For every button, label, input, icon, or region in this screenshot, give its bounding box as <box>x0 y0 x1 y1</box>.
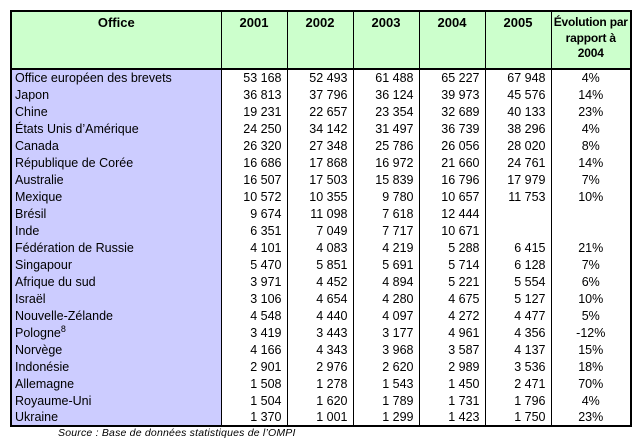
cell-2004: 16 796 <box>419 171 485 188</box>
cell-2001: 3 106 <box>221 290 287 307</box>
cell-2004: 1 450 <box>419 375 485 392</box>
footnote-ref: 8 <box>60 324 66 334</box>
table-row <box>11 222 631 239</box>
office-cell <box>11 256 221 273</box>
office-cell <box>11 341 221 358</box>
cell-2005: 67 948 <box>485 69 551 86</box>
table-row <box>11 307 631 324</box>
cell-2003: 15 839 <box>353 171 419 188</box>
cell-2002: 37 796 <box>287 86 353 103</box>
cell-2003: 9 780 <box>353 188 419 205</box>
cell-2004: 2 989 <box>419 358 485 375</box>
cell-2005: 2 471 <box>485 375 551 392</box>
cell-2002: 22 657 <box>287 103 353 120</box>
column-header-2002: 2002 <box>287 11 353 69</box>
office-cell <box>11 69 221 86</box>
cell-evolution: 4% <box>551 69 631 86</box>
cell-evolution: 14% <box>551 86 631 103</box>
cell-2004: 3 587 <box>419 341 485 358</box>
office-name: Japon <box>15 87 50 102</box>
cell-2002: 34 142 <box>287 120 353 137</box>
table-row <box>11 341 631 358</box>
cell-2001: 3 971 <box>221 273 287 290</box>
cell-evolution: 23% <box>551 409 631 426</box>
office-name: Inde <box>15 223 40 238</box>
cell-2001: 16 686 <box>221 154 287 171</box>
office-name: Singapour <box>15 257 72 272</box>
cell-2003: 25 786 <box>353 137 419 154</box>
cell-2005: 28 020 <box>485 137 551 154</box>
cell-evolution <box>551 205 631 222</box>
table-row <box>11 256 631 273</box>
office-name: Israël <box>15 291 46 306</box>
cell-evolution: 7% <box>551 256 631 273</box>
cell-2002: 17 503 <box>287 171 353 188</box>
cell-2004: 5 288 <box>419 239 485 256</box>
office-cell <box>11 239 221 256</box>
cell-2003: 7 618 <box>353 205 419 222</box>
office-cell <box>11 358 221 375</box>
cell-2004: 10 657 <box>419 188 485 205</box>
cell-2003: 4 219 <box>353 239 419 256</box>
cell-2002: 17 868 <box>287 154 353 171</box>
cell-evolution: 5% <box>551 307 631 324</box>
cell-2005: 38 296 <box>485 120 551 137</box>
cell-2002: 7 049 <box>287 222 353 239</box>
cell-2001: 1 508 <box>221 375 287 392</box>
cell-2005: 17 979 <box>485 171 551 188</box>
office-name: Ukraine <box>15 410 59 424</box>
column-header-office: Office <box>11 11 221 69</box>
cell-2003: 16 972 <box>353 154 419 171</box>
office-cell <box>11 137 221 154</box>
office-cell <box>11 205 221 222</box>
table-row <box>11 205 631 222</box>
cell-2005: 3 536 <box>485 358 551 375</box>
office-name: Nouvelle-Zélande <box>15 308 113 323</box>
cell-2002: 1 278 <box>287 375 353 392</box>
cell-2001: 16 507 <box>221 171 287 188</box>
cell-2001: 9 674 <box>221 205 287 222</box>
table-body <box>11 69 631 426</box>
cell-evolution: 15% <box>551 341 631 358</box>
column-header-2004: 2004 <box>419 11 485 69</box>
cell-2005 <box>485 222 551 239</box>
cell-2001: 24 250 <box>221 120 287 137</box>
cell-2005: 1 750 <box>485 409 551 426</box>
cell-evolution: 10% <box>551 290 631 307</box>
cell-2001: 53 168 <box>221 69 287 86</box>
table-row <box>11 120 631 137</box>
office-name: Indonésie <box>15 359 70 374</box>
cell-2005: 4 477 <box>485 307 551 324</box>
cell-2004: 36 739 <box>419 120 485 137</box>
office-cell <box>11 273 221 290</box>
cell-2004: 4 272 <box>419 307 485 324</box>
cell-evolution <box>551 222 631 239</box>
office-name: Canada <box>15 138 59 153</box>
table-row <box>11 239 631 256</box>
cell-2005: 24 761 <box>485 154 551 171</box>
cell-2001: 4 166 <box>221 341 287 358</box>
cell-2004: 32 689 <box>419 103 485 120</box>
office-name: Allemagne <box>15 376 75 391</box>
cell-2004: 65 227 <box>419 69 485 86</box>
cell-evolution: 4% <box>551 120 631 137</box>
cell-2005: 6 415 <box>485 239 551 256</box>
cell-2004: 39 973 <box>419 86 485 103</box>
table-row <box>11 171 631 188</box>
cell-2001: 5 470 <box>221 256 287 273</box>
column-header-evolution: Évolution par rapport à 2004 <box>551 11 631 69</box>
cell-2003: 1 789 <box>353 392 419 409</box>
cell-2002: 10 355 <box>287 188 353 205</box>
cell-2003: 4 894 <box>353 273 419 290</box>
office-name: Fédération de Russie <box>15 240 134 255</box>
table-row <box>11 154 631 171</box>
statistics-table-container <box>10 10 632 427</box>
cell-2004: 5 221 <box>419 273 485 290</box>
office-name: Australie <box>15 172 64 187</box>
cell-2003: 31 497 <box>353 120 419 137</box>
cell-2003: 3 968 <box>353 341 419 358</box>
office-cell <box>11 103 221 120</box>
cell-2002: 3 443 <box>287 324 353 341</box>
cell-evolution: 18% <box>551 358 631 375</box>
cell-2001: 26 320 <box>221 137 287 154</box>
table-row <box>11 273 631 290</box>
cell-2004: 1 731 <box>419 392 485 409</box>
cell-evolution: 23% <box>551 103 631 120</box>
office-name: Royaume-Uni <box>15 393 92 408</box>
cell-2001: 6 351 <box>221 222 287 239</box>
office-name: Norvège <box>15 342 63 357</box>
cell-2004: 1 423 <box>419 409 485 426</box>
cell-2002: 4 083 <box>287 239 353 256</box>
cell-2003: 1 543 <box>353 375 419 392</box>
cell-2002: 4 343 <box>287 341 353 358</box>
cell-2003: 23 354 <box>353 103 419 120</box>
table-row <box>11 103 631 120</box>
cell-2002: 5 851 <box>287 256 353 273</box>
cell-2003: 4 097 <box>353 307 419 324</box>
cell-2002: 4 452 <box>287 273 353 290</box>
cell-2001: 1 504 <box>221 392 287 409</box>
office-name: Pologne <box>15 325 61 340</box>
cell-evolution: 10% <box>551 188 631 205</box>
office-name: États Unis d’Amérique <box>15 121 139 136</box>
office-name: Afrique du sud <box>15 274 96 289</box>
table-row <box>11 188 631 205</box>
office-cell <box>11 120 221 137</box>
office-cell <box>11 86 221 103</box>
office-cell <box>11 171 221 188</box>
table-row <box>11 69 631 86</box>
cell-2005 <box>485 205 551 222</box>
header-row <box>11 11 631 69</box>
office-name: Office européen des brevets <box>15 71 172 85</box>
table-row <box>11 358 631 375</box>
table-row <box>11 392 631 409</box>
cell-2002: 1 620 <box>287 392 353 409</box>
office-cell <box>11 154 221 171</box>
cell-2004: 12 444 <box>419 205 485 222</box>
table-row <box>11 86 631 103</box>
cell-2003: 1 299 <box>353 409 419 426</box>
column-header-2001: 2001 <box>221 11 287 69</box>
cell-2001: 3 419 <box>221 324 287 341</box>
cell-2003: 2 620 <box>353 358 419 375</box>
office-name: Mexique <box>15 189 63 204</box>
cell-2002: 2 976 <box>287 358 353 375</box>
office-name: Brésil <box>15 206 47 221</box>
table-row <box>11 290 631 307</box>
cell-2002: 52 493 <box>287 69 353 86</box>
cell-2003: 61 488 <box>353 69 419 86</box>
office-cell <box>11 324 221 341</box>
cell-2004: 21 660 <box>419 154 485 171</box>
column-header-2003: 2003 <box>353 11 419 69</box>
cell-2003: 7 717 <box>353 222 419 239</box>
table-row <box>11 409 631 426</box>
cell-2001: 4 548 <box>221 307 287 324</box>
cell-2001: 19 231 <box>221 103 287 120</box>
office-cell <box>11 409 221 426</box>
office-cell <box>11 188 221 205</box>
cell-2001: 2 901 <box>221 358 287 375</box>
cell-2003: 5 691 <box>353 256 419 273</box>
cell-2002: 11 098 <box>287 205 353 222</box>
table-row <box>11 324 631 341</box>
cell-evolution: 14% <box>551 154 631 171</box>
cell-2005: 40 133 <box>485 103 551 120</box>
cell-2004: 5 714 <box>419 256 485 273</box>
cell-evolution: 21% <box>551 239 631 256</box>
cell-2005: 6 128 <box>485 256 551 273</box>
cell-evolution: 4% <box>551 392 631 409</box>
cell-2003: 3 177 <box>353 324 419 341</box>
office-name: Chine <box>15 104 48 119</box>
table-row <box>11 137 631 154</box>
office-cell <box>11 222 221 239</box>
cell-2005: 5 554 <box>485 273 551 290</box>
cell-2005: 4 137 <box>485 341 551 358</box>
cell-evolution: 7% <box>551 171 631 188</box>
cell-evolution: 70% <box>551 375 631 392</box>
cell-2004: 4 961 <box>419 324 485 341</box>
cell-2004: 10 671 <box>419 222 485 239</box>
cell-2005: 1 796 <box>485 392 551 409</box>
table-row <box>11 375 631 392</box>
column-header-2005: 2005 <box>485 11 551 69</box>
office-cell <box>11 290 221 307</box>
cell-evolution: 8% <box>551 137 631 154</box>
cell-2002: 27 348 <box>287 137 353 154</box>
cell-2001: 10 572 <box>221 188 287 205</box>
office-cell <box>11 392 221 409</box>
cell-2005: 4 356 <box>485 324 551 341</box>
cell-2003: 36 124 <box>353 86 419 103</box>
office-cell <box>11 375 221 392</box>
cell-2001: 1 370 <box>221 409 287 426</box>
cell-2001: 4 101 <box>221 239 287 256</box>
cell-2002: 1 001 <box>287 409 353 426</box>
patent-applications-table <box>10 10 632 427</box>
cell-2005: 45 576 <box>485 86 551 103</box>
cell-2002: 4 654 <box>287 290 353 307</box>
office-name: République de Corée <box>15 155 134 170</box>
cell-2001: 36 813 <box>221 86 287 103</box>
cell-2004: 4 675 <box>419 290 485 307</box>
cell-2003: 4 280 <box>353 290 419 307</box>
cell-2004: 26 056 <box>419 137 485 154</box>
cell-2005: 5 127 <box>485 290 551 307</box>
cell-2002: 4 440 <box>287 307 353 324</box>
office-cell <box>11 307 221 324</box>
cell-2005: 11 753 <box>485 188 551 205</box>
cell-evolution: -12% <box>551 324 631 341</box>
cell-evolution: 6% <box>551 273 631 290</box>
source-note: Source : Base de données statistiques de l’OMPI <box>58 427 296 439</box>
